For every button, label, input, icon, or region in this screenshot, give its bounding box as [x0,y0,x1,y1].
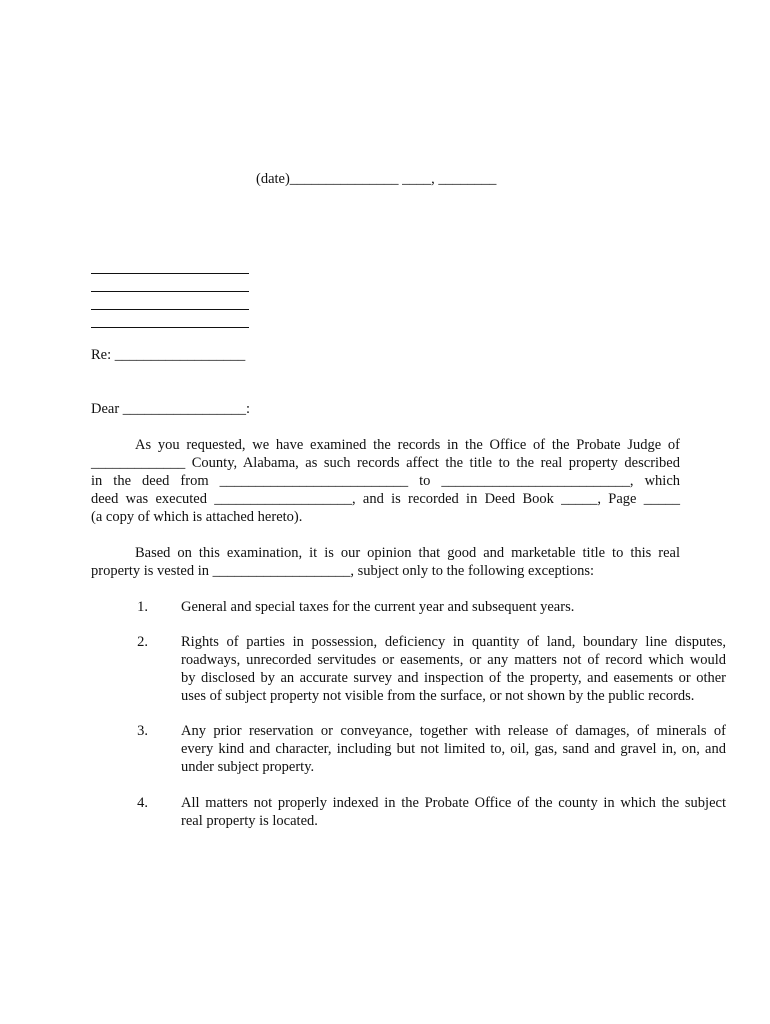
exception-2-line-2: roadways, unrecorded servitudes or easements, or any matters not of record which would [181,652,726,668]
exception-2-text [181,633,726,705]
paragraph-1-line-5: (a copy of which is attached hereto). [91,509,303,525]
address-blank-line-1[interactable] [91,273,249,274]
date-line: (date)_______________ ____, ________ [256,171,497,187]
salutation: Dear _________________: [91,401,251,417]
exception-1-line-1: General and special taxes for the current year and subsequent years. [181,599,575,615]
address-blank-line-2[interactable] [91,291,249,292]
exception-3-number: 3. [137,723,148,739]
exception-4-number: 4. [137,795,148,811]
exception-4-line-1: All matters not properly indexed in the Probate Office of the county in which the subject [181,795,726,811]
exception-1-text [181,598,726,616]
paragraph-records-examined [91,436,680,526]
exception-3-line-2: every kind and character, including but not limited to, oil, gas, sand and gravel in, on, and [181,741,726,757]
paragraph-2-line-1: Based on this examination, it is our opinion that good and marketable title to this real [135,545,680,561]
re-line: Re: __________________ [91,347,246,363]
address-blank-line-3[interactable] [91,309,249,310]
exception-2-line-3: by disclosed by an accurate survey and inspection of the property, and easements or other [181,670,726,686]
exception-3-line-1: Any prior reservation or conveyance, together with release of damages, of minerals of [181,723,726,739]
exception-2-line-1: Rights of parties in possession, deficiency in quantity of land, boundary line disputes, [181,634,726,650]
paragraph-1-line-3: in the deed from __________________________ to __________________________, which [91,473,680,489]
exception-4-text [181,794,726,830]
exception-2-line-4: uses of subject property not visible from the surface, or not shown by the public records. [181,688,695,704]
exception-3-line-3: under subject property. [181,759,315,775]
paragraph-1-line-2: _____________ County, Alabama, as such records affect the title to the real property described [91,455,680,471]
exception-1-number: 1. [137,599,148,615]
exception-3-text [181,722,726,776]
paragraph-1-line-4: deed was executed ___________________, and is recorded in Deed Book _____, Page _____ [91,491,680,507]
exception-4-line-2: real property is located. [181,813,318,829]
address-blank-line-4[interactable] [91,327,249,328]
paragraph-2-line-2: property is vested in ___________________, subject only to the following exceptions: [91,563,595,579]
paragraph-title-opinion [91,544,680,580]
exception-2-number: 2. [137,634,148,650]
paragraph-1-line-1: As you requested, we have examined the records in the Office of the Probate Judge of [135,437,680,453]
